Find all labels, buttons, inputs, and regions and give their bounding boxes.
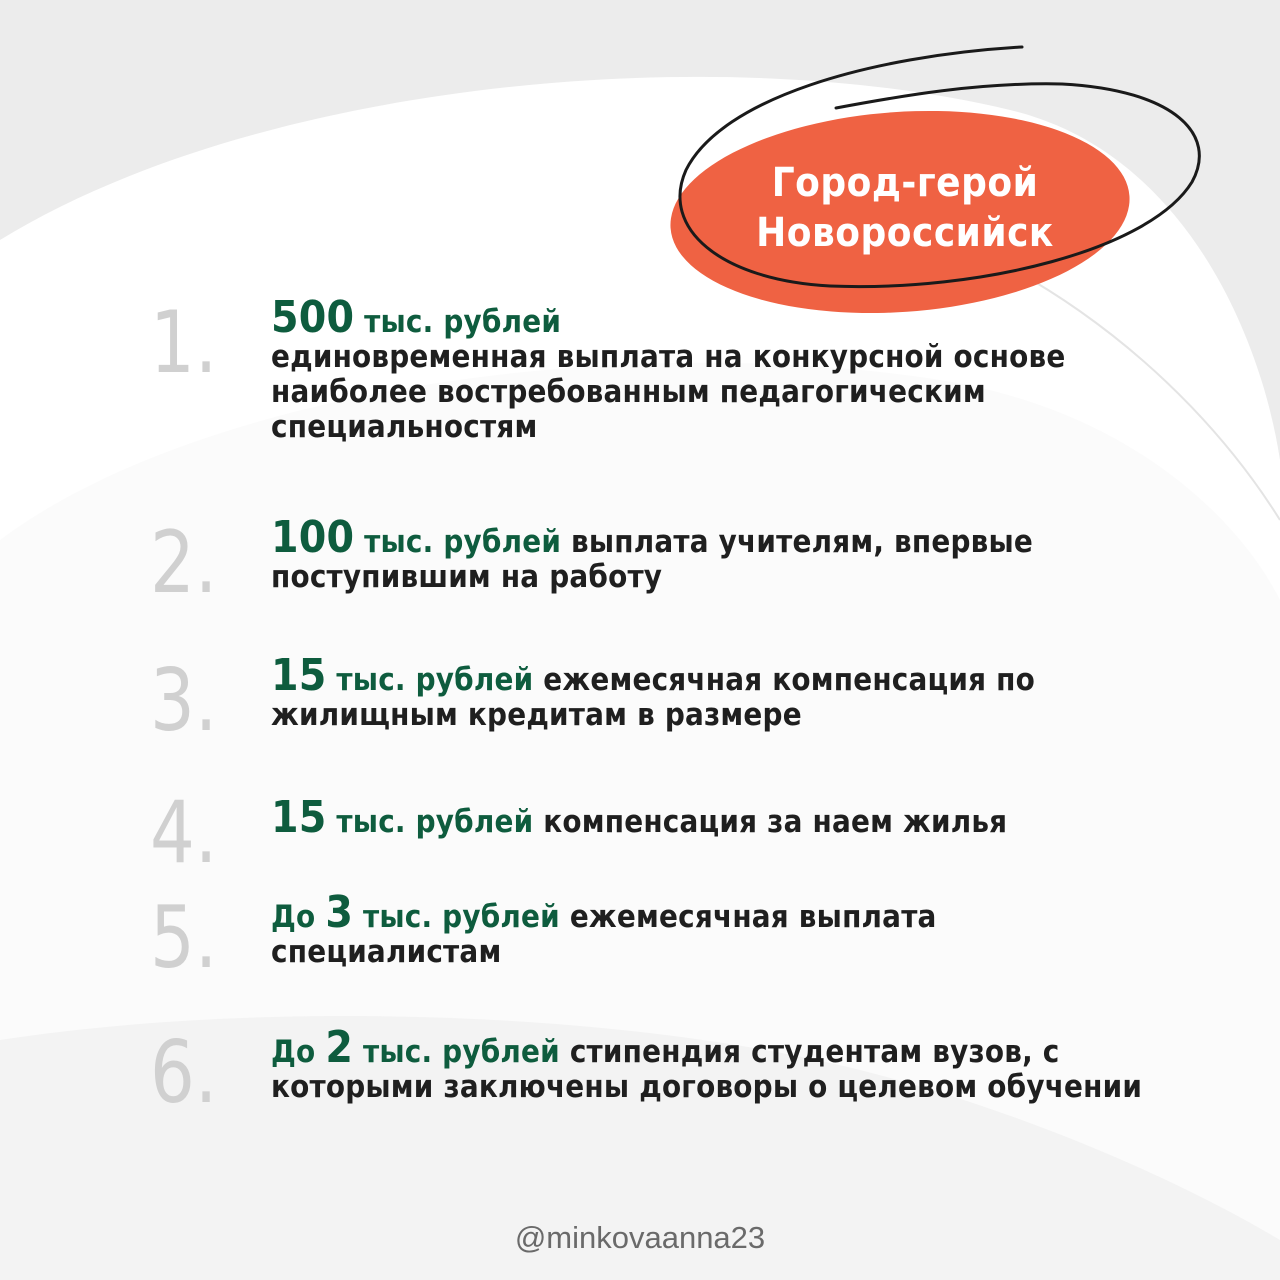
item-unit: тыс. рублей <box>362 899 560 935</box>
item-description: стипендия студентам вузов, с которыми заключены договоры о целевом обучении <box>271 1034 1143 1105</box>
badge-line-1: Город-герой <box>771 160 1039 206</box>
item-description: выплата учителям, впервые поступившим на работу <box>271 524 1034 595</box>
item-description: единовременная выплата на конкурсной основе наиболее востребованным педагогическим специальностям <box>271 339 1066 445</box>
item-unit: тыс. рублей <box>362 1034 560 1070</box>
item-amount: 15 <box>271 792 327 843</box>
item-number: 6. <box>150 1023 218 1123</box>
item-unit: тыс. рублей <box>364 304 562 340</box>
item-description: компенсация за наем жилья <box>543 804 1008 840</box>
item-description: ежемесячная компенсация по жилищным кредитам в размере <box>271 662 1036 733</box>
item-text <box>271 1022 1151 1105</box>
item-number: 1. <box>150 293 218 393</box>
item-amount: 15 <box>271 650 327 701</box>
item-number: 3. <box>150 651 218 751</box>
item-text <box>271 292 1151 445</box>
item-amount: 500 <box>271 292 355 343</box>
item-text <box>271 650 1151 733</box>
item-text <box>271 792 1151 843</box>
item-prefix: До <box>271 1034 316 1070</box>
item-amount: 100 <box>271 512 355 563</box>
item-unit: тыс. рублей <box>336 804 534 840</box>
item-description: ежемесячная выплата специалистам <box>271 899 937 970</box>
item-number: 4. <box>150 783 218 883</box>
author-handle: @minkovaanna23 <box>514 1220 766 1255</box>
item-number: 5. <box>150 888 218 988</box>
item-prefix: До <box>271 899 316 935</box>
badge-line-2: Новороссийск <box>756 210 1054 256</box>
item-unit: тыс. рублей <box>364 524 562 560</box>
item-amount: 2 <box>325 1022 354 1073</box>
item-amount: 3 <box>325 887 354 938</box>
badge-title <box>690 158 1120 258</box>
item-text <box>271 512 1151 595</box>
item-text <box>271 887 1151 970</box>
item-number: 2. <box>150 513 218 613</box>
item-unit: тыс. рублей <box>336 662 534 698</box>
